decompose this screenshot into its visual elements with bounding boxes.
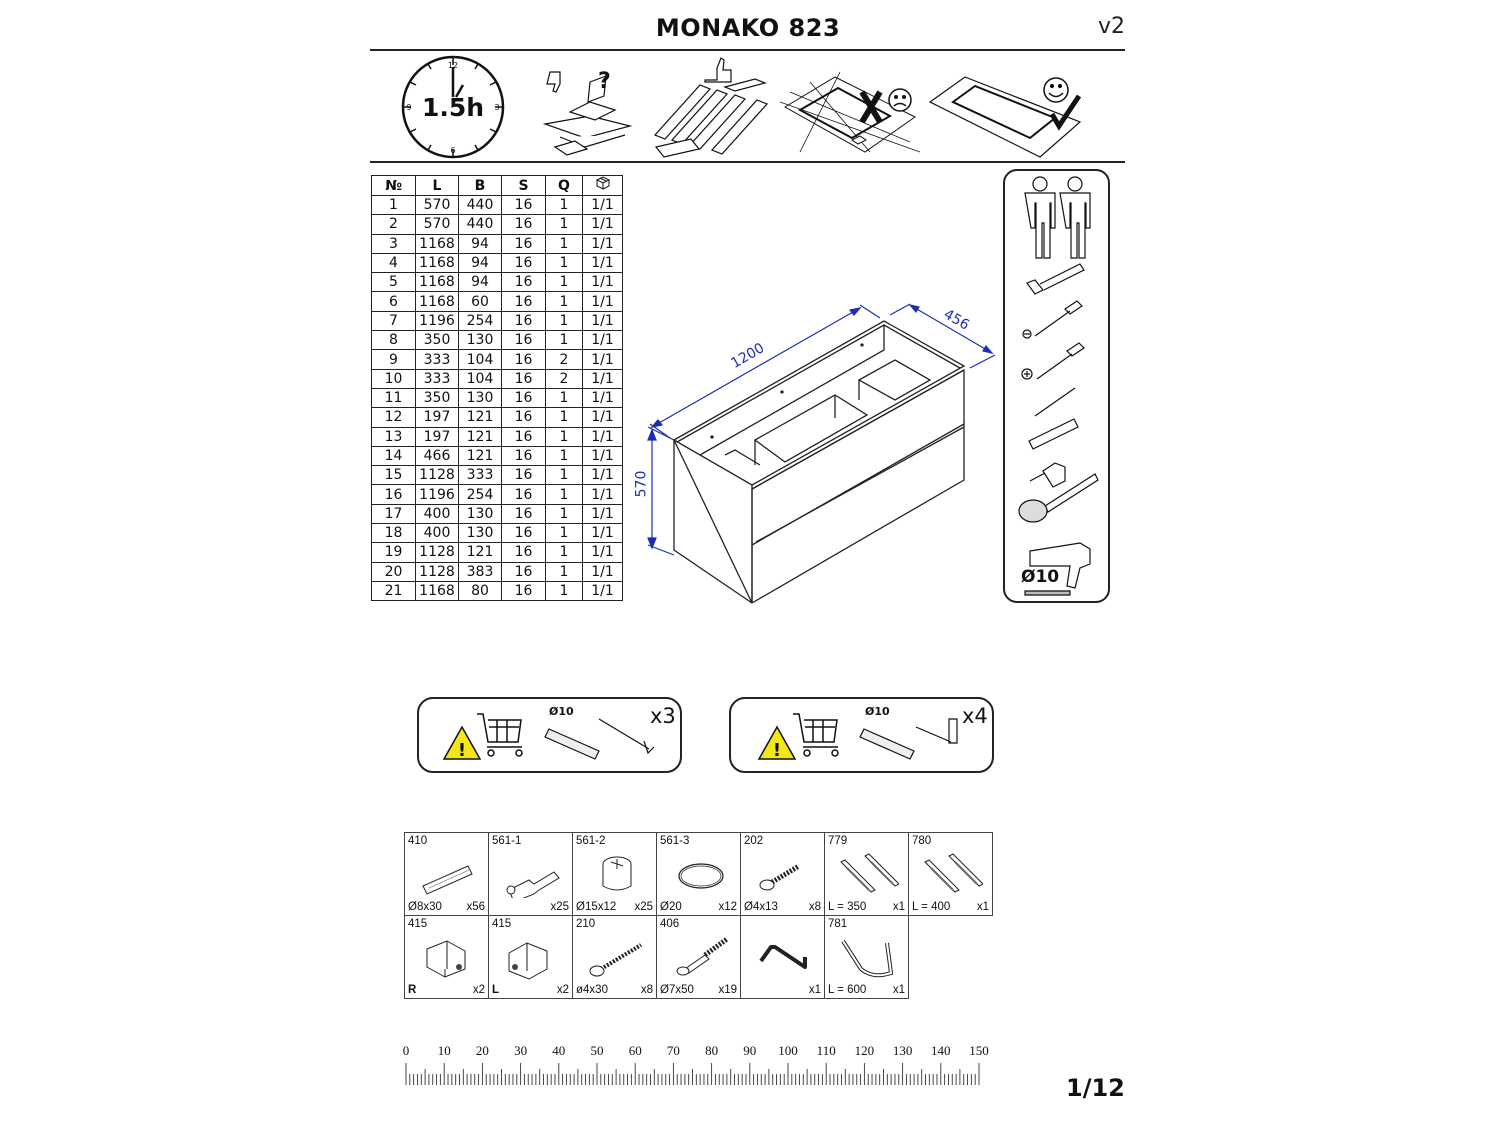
assemble-on-rug-good-icon [928, 72, 1088, 162]
width-cell: 130 [459, 388, 502, 407]
header-thickness: S [502, 176, 546, 196]
thickness-cell: 16 [502, 234, 546, 253]
ruler-label: 60 [628, 1043, 642, 1058]
part-number-cell: 10 [372, 369, 416, 388]
length-cell: 1196 [416, 311, 459, 330]
table-row [372, 504, 623, 523]
part-number-cell: 8 [372, 331, 416, 350]
package-cell: 1/1 [583, 485, 623, 504]
width-cell: 121 [459, 446, 502, 465]
length-cell: 1128 [416, 562, 459, 581]
part-number-cell: 13 [372, 427, 416, 446]
quantity-cell: 1 [546, 504, 583, 523]
part-number-cell: 12 [372, 408, 416, 427]
length-cell: 1168 [416, 292, 459, 311]
tools-panel [1003, 169, 1110, 603]
thickness-cell: 16 [502, 196, 546, 215]
hardware-item [825, 916, 909, 999]
table-row [372, 369, 623, 388]
hanging-bracket-left-icon [499, 931, 563, 981]
svg-text:!: ! [457, 740, 467, 761]
width-cell: 121 [459, 408, 502, 427]
width-cell: 333 [459, 466, 502, 485]
table-row [372, 215, 623, 234]
screw-icon [599, 719, 654, 753]
width-cell: 440 [459, 196, 502, 215]
package-cell: 1/1 [583, 215, 623, 234]
wall-plug-icon [545, 729, 599, 759]
table-row [372, 562, 623, 581]
width-cell: 440 [459, 215, 502, 234]
hardware-code: 781 [828, 918, 848, 930]
header-divider [370, 49, 1125, 51]
quantity-cell: 1 [546, 524, 583, 543]
plug-diameter: Ø10 [549, 705, 574, 718]
ring-cap-icon [667, 848, 731, 898]
table-row [372, 311, 623, 330]
quantity-cell: 2 [546, 369, 583, 388]
hardware-item [489, 833, 573, 916]
dimension-width: 1200 [728, 340, 768, 372]
hardware-item [405, 833, 489, 916]
thickness-cell: 16 [502, 485, 546, 504]
hardware-item [657, 833, 741, 916]
hanging-bracket-right-icon [415, 931, 479, 981]
hardware-size: R [408, 984, 417, 996]
package-cell: 1/1 [583, 427, 623, 446]
part-number-cell: 17 [372, 504, 416, 523]
table-row [372, 581, 623, 600]
thickness-cell: 16 [502, 331, 546, 350]
ruler-label: 40 [552, 1043, 566, 1058]
svg-text:?: ? [598, 69, 611, 94]
cam-bolt-icon [499, 848, 563, 898]
part-number-cell: 20 [372, 562, 416, 581]
thickness-cell: 16 [502, 446, 546, 465]
table-row [372, 253, 623, 272]
quantity-cell: 1 [546, 466, 583, 485]
hex-key-icon [751, 931, 815, 981]
table-row [372, 273, 623, 292]
package-cell: 1/1 [583, 292, 623, 311]
width-cell: 80 [459, 581, 502, 600]
plug-diameter: Ø10 [865, 705, 890, 718]
clock-icon [400, 55, 506, 159]
ruler-label: 30 [514, 1043, 528, 1058]
thickness-cell: 16 [502, 350, 546, 369]
strip-divider [370, 161, 1125, 163]
table-row [372, 446, 623, 465]
hardware-item [657, 916, 741, 999]
ruler-label: 50 [590, 1043, 604, 1058]
cam-lock-icon [583, 848, 647, 898]
package-cell: 1/1 [583, 562, 623, 581]
package-cell: 1/1 [583, 504, 623, 523]
length-cell: 350 [416, 331, 459, 350]
thickness-cell: 16 [502, 253, 546, 272]
quantity-cell: 1 [546, 543, 583, 562]
drawer-runner-icon [919, 848, 983, 898]
ruler-label: 90 [743, 1043, 757, 1058]
quantity-label: x3 [650, 704, 676, 728]
wall-mount-box-1 [417, 697, 682, 773]
thickness-cell: 16 [502, 504, 546, 523]
hardware-size: L [492, 984, 500, 996]
length-cell: 333 [416, 369, 459, 388]
length-cell: 570 [416, 196, 459, 215]
ruler-label: 130 [892, 1043, 913, 1058]
table-row [372, 350, 623, 369]
hardware-code: 561-3 [660, 835, 690, 847]
thickness-cell: 16 [502, 562, 546, 581]
hardware-quantity: x8 [808, 901, 821, 913]
thickness-cell: 16 [502, 369, 546, 388]
hardware-item [909, 833, 993, 916]
width-cell: 60 [459, 292, 502, 311]
thickness-cell: 16 [502, 466, 546, 485]
ruler-label: 100 [778, 1043, 798, 1058]
hardware-quantity: x8 [640, 984, 653, 996]
package-cell: 1/1 [583, 466, 623, 485]
width-cell: 130 [459, 524, 502, 543]
hardware-code: 561-1 [492, 835, 522, 847]
hardware-code: 202 [744, 835, 764, 847]
hardware-size: ø4x30 [576, 984, 608, 996]
quantity-label: x4 [962, 704, 988, 728]
hardware-item [825, 833, 909, 916]
part-number-cell: 21 [372, 581, 416, 600]
hardware-size: Ø4x13 [744, 901, 778, 913]
quantity-cell: 1 [546, 215, 583, 234]
thickness-cell: 16 [502, 388, 546, 407]
length-cell: 197 [416, 408, 459, 427]
quantity-cell: 1 [546, 581, 583, 600]
part-number-cell: 19 [372, 543, 416, 562]
hardware-size: Ø8x30 [408, 901, 442, 913]
panels-ok-thumbs-up-icon [650, 55, 775, 160]
width-cell: 121 [459, 427, 502, 446]
ruler-label: 10 [437, 1043, 451, 1058]
quantity-cell: 2 [546, 350, 583, 369]
hardware-quantity: x25 [634, 901, 653, 913]
parts-table [371, 175, 623, 601]
header-length: L [416, 176, 459, 196]
part-number-cell: 7 [372, 311, 416, 330]
package-cell: 1/1 [583, 388, 623, 407]
package-cell: 1/1 [583, 581, 623, 600]
header-quantity: Q [546, 176, 583, 196]
short-screw-icon [751, 848, 815, 898]
header-number: № [372, 176, 416, 196]
ruler-label: 150 [969, 1043, 989, 1058]
ruler-label: 110 [816, 1043, 836, 1058]
table-row [372, 331, 623, 350]
package-cell: 1/1 [583, 196, 623, 215]
width-cell: 104 [459, 350, 502, 369]
long-screw-icon [583, 931, 647, 981]
hardware-item [741, 833, 825, 916]
ruler [402, 1043, 989, 1088]
hardware-code: 210 [576, 918, 596, 930]
hardware-code: 415 [408, 918, 428, 930]
hardware-quantity: x1 [808, 984, 821, 996]
thickness-cell: 16 [502, 543, 546, 562]
hardware-code: 779 [828, 835, 848, 847]
svg-text:3: 3 [494, 103, 500, 112]
thickness-cell: 16 [502, 427, 546, 446]
hardware-code: 410 [408, 835, 428, 847]
part-number-cell: 18 [372, 524, 416, 543]
svg-text:9: 9 [406, 103, 412, 112]
quantity-cell: 1 [546, 562, 583, 581]
wall-mount-box-2 [729, 697, 994, 773]
dimension-depth: 456 [940, 306, 972, 334]
thickness-cell: 16 [502, 273, 546, 292]
table-row [372, 408, 623, 427]
hardware-row [405, 833, 993, 916]
two-persons-icon [1025, 177, 1090, 258]
assembly-time-label: 1.5h [421, 93, 485, 122]
part-number-cell: 14 [372, 446, 416, 465]
part-number-cell: 1 [372, 196, 416, 215]
hardware-code: 561-2 [576, 835, 606, 847]
assemble-on-hard-floor-bad-icon [780, 62, 920, 162]
length-cell: 1168 [416, 273, 459, 292]
hardware-item [405, 916, 489, 999]
package-cell: 1/1 [583, 446, 623, 465]
cabinet-drawing [630, 290, 1005, 610]
part-number-cell: 3 [372, 234, 416, 253]
package-cell: 1/1 [583, 311, 623, 330]
damaged-package-thumbs-down-icon [540, 62, 640, 160]
length-cell: 466 [416, 446, 459, 465]
length-cell: 1128 [416, 466, 459, 485]
hardware-code: 406 [660, 918, 680, 930]
length-cell: 570 [416, 215, 459, 234]
package-cell: 1/1 [583, 234, 623, 253]
drawer-runner-icon [835, 848, 899, 898]
width-cell: 94 [459, 253, 502, 272]
table-row [372, 196, 623, 215]
width-cell: 383 [459, 562, 502, 581]
u-handle-icon [835, 931, 899, 981]
width-cell: 254 [459, 485, 502, 504]
package-cell: 1/1 [583, 253, 623, 272]
part-number-cell: 9 [372, 350, 416, 369]
quantity-cell: 1 [546, 311, 583, 330]
part-number-cell: 16 [372, 485, 416, 504]
hardware-size: L = 400 [912, 901, 951, 913]
quantity-cell: 1 [546, 388, 583, 407]
dimension-height: 570 [633, 470, 650, 498]
thickness-cell: 16 [502, 311, 546, 330]
hardware-item [741, 916, 825, 999]
width-cell: 121 [459, 543, 502, 562]
table-row [372, 466, 623, 485]
ruler-label: 80 [705, 1043, 719, 1058]
table-row [372, 543, 623, 562]
hardware-quantity: x25 [550, 901, 569, 913]
quantity-cell: 1 [546, 446, 583, 465]
ruler-label: 20 [475, 1043, 489, 1058]
part-number-cell: 6 [372, 292, 416, 311]
hardware-item [573, 916, 657, 999]
length-cell: 1168 [416, 253, 459, 272]
quantity-cell: 1 [546, 427, 583, 446]
length-cell: 400 [416, 504, 459, 523]
package-cell: 1/1 [583, 408, 623, 427]
thickness-cell: 16 [502, 581, 546, 600]
width-cell: 130 [459, 331, 502, 350]
page-number: 1/12 [1066, 1074, 1125, 1102]
hardware-quantity: x12 [718, 901, 737, 913]
quantity-cell: 1 [546, 485, 583, 504]
part-number-cell: 5 [372, 273, 416, 292]
hardware-size: Ø7x50 [660, 984, 694, 996]
width-cell: 130 [459, 504, 502, 523]
thickness-cell: 16 [502, 408, 546, 427]
hardware-quantity: x1 [892, 901, 905, 913]
shopping-cart-icon [477, 714, 522, 756]
width-cell: 94 [459, 234, 502, 253]
length-cell: 197 [416, 427, 459, 446]
svg-text:!: ! [772, 740, 782, 761]
wooden-dowel-icon [415, 848, 479, 898]
table-row [372, 292, 623, 311]
part-number-cell: 11 [372, 388, 416, 407]
hardware-quantity: x2 [472, 984, 485, 996]
confirmat-screw-icon [667, 931, 731, 981]
length-cell: 350 [416, 388, 459, 407]
shopping-cart-icon [793, 714, 838, 756]
table-row [372, 388, 623, 407]
part-number-cell: 4 [372, 253, 416, 272]
quantity-cell: 1 [546, 408, 583, 427]
table-row [372, 234, 623, 253]
length-cell: 1128 [416, 543, 459, 562]
ruler-label: 0 [402, 1043, 410, 1058]
hardware-quantity: x56 [466, 901, 485, 913]
package-cell: 1/1 [583, 543, 623, 562]
ruler-label: 120 [854, 1043, 875, 1058]
hardware-row [405, 916, 993, 999]
empty-cell [909, 916, 993, 999]
wall-plug-icon [860, 729, 914, 759]
hook-screw-icon [916, 719, 957, 743]
document-title: MONAKO 823 [655, 14, 841, 42]
width-cell: 254 [459, 311, 502, 330]
hardware-size: Ø15x12 [576, 901, 617, 913]
length-cell: 1168 [416, 581, 459, 600]
length-cell: 1196 [416, 485, 459, 504]
length-cell: 1168 [416, 234, 459, 253]
parts-table-header [372, 176, 623, 196]
hardware-quantity: x2 [556, 984, 569, 996]
drill-bit-label: Ø10 [1021, 567, 1060, 587]
package-icon [583, 176, 623, 196]
quantity-cell: 1 [546, 292, 583, 311]
hardware-item [489, 916, 573, 999]
package-cell: 1/1 [583, 524, 623, 543]
hardware-size: L = 350 [828, 901, 867, 913]
svg-text:12: 12 [447, 61, 459, 70]
hardware-table [404, 832, 993, 999]
table-row [372, 485, 623, 504]
thickness-cell: 16 [502, 215, 546, 234]
ruler-label: 70 [666, 1043, 680, 1058]
quantity-cell: 1 [546, 234, 583, 253]
package-cell: 1/1 [583, 331, 623, 350]
package-cell: 1/1 [583, 273, 623, 292]
width-cell: 104 [459, 369, 502, 388]
hardware-code: 415 [492, 918, 512, 930]
package-cell: 1/1 [583, 369, 623, 388]
ruler-label: 140 [931, 1043, 951, 1058]
part-number-cell: 15 [372, 466, 416, 485]
hardware-quantity: x1 [892, 984, 905, 996]
thickness-cell: 16 [502, 524, 546, 543]
quantity-cell: 1 [546, 253, 583, 272]
quantity-cell: 1 [546, 196, 583, 215]
hardware-size: L = 600 [828, 984, 867, 996]
svg-text:6: 6 [450, 146, 456, 155]
thickness-cell: 16 [502, 292, 546, 311]
hardware-code: 780 [912, 835, 932, 847]
package-cell: 1/1 [583, 350, 623, 369]
hardware-item [573, 833, 657, 916]
length-cell: 333 [416, 350, 459, 369]
header-width: B [459, 176, 502, 196]
hardware-quantity: x19 [718, 984, 737, 996]
width-cell: 94 [459, 273, 502, 292]
table-row [372, 427, 623, 446]
length-cell: 400 [416, 524, 459, 543]
quantity-cell: 1 [546, 331, 583, 350]
table-row [372, 524, 623, 543]
version-label: v2 [1098, 14, 1126, 39]
hardware-size: Ø20 [660, 901, 682, 913]
quantity-cell: 1 [546, 273, 583, 292]
hardware-quantity: x1 [976, 901, 989, 913]
part-number-cell: 2 [372, 215, 416, 234]
